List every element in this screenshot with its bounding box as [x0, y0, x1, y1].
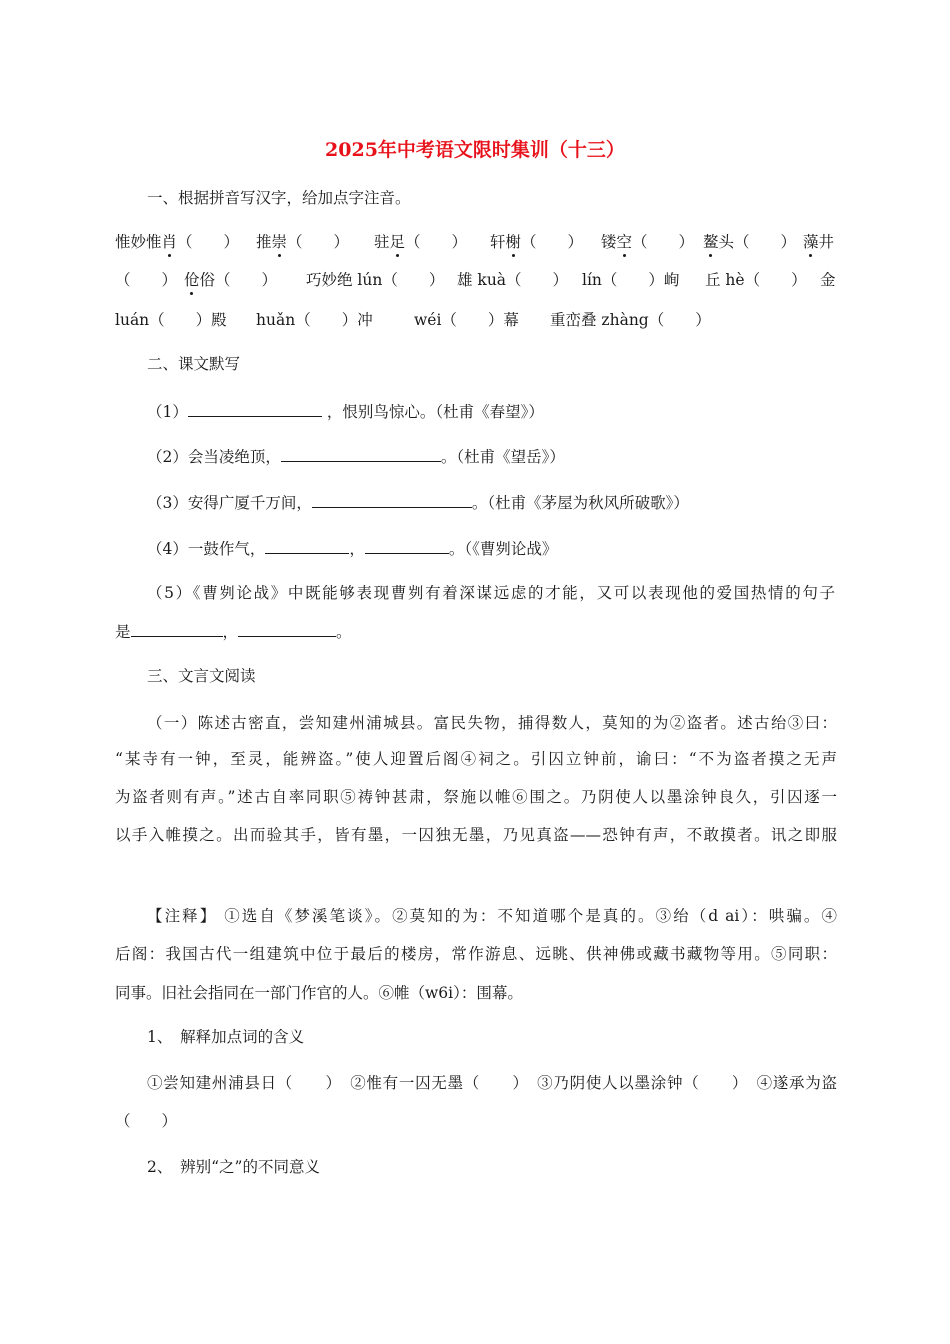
dotted-char: 伧	[184, 271, 200, 289]
pinyin-item-1: 惟妙惟肖（ ）	[115, 233, 240, 251]
pinyin-item-14: luán（ ）殿	[115, 311, 227, 329]
notes-line-2: 后阁：我国古代一组建筑中位于最后的楼房，常作游息、远眺、供神佛或藏书藏物等用。⑤同职：	[115, 945, 837, 963]
pinyin-item-4: 轩榭（ ）	[490, 233, 584, 251]
dotted-char: 空	[616, 233, 633, 251]
answer-blank[interactable]	[312, 492, 472, 508]
recite-q1: （1） ，恨别鸟惊心。（杜甫《春望》）	[147, 403, 544, 421]
passage-line-4: 以手入帷摸之。出而验其手，皆有墨，一囚独无墨，乃见真盗——恐钟有声，不敢摸者。讯之即服	[115, 826, 837, 844]
pinyin-item-11: lín（ ）峋	[582, 271, 680, 289]
answer-blank[interactable]	[265, 538, 349, 554]
pinyin-item-8: 伧俗（ ）	[184, 271, 278, 289]
passage-line-2: “某寺有一钟，至灵，能辨盗。”使人迎置后阁④祠之。引囚立钟前，谕曰：“不为盗者摸之无声	[115, 750, 837, 768]
answer-blank[interactable]	[281, 446, 441, 462]
pinyin-item-16: wéi（ ）幕	[414, 311, 519, 329]
recite-q4: （4）一鼓作气， ， 。（《曹刿论战》	[147, 540, 558, 558]
dotted-char: 崇	[271, 233, 288, 251]
pinyin-item-15: huǎn（ ）冲	[256, 311, 373, 329]
notes-line-1: 【注释】 ①选自《梦溪笔谈》。②莫知的为：不知道哪个是真的。③绐（d ai）：哄骗。④	[147, 907, 837, 925]
section2-heading: 二、课文默写	[147, 355, 241, 373]
pinyin-item-6: 鳌头（ ）	[703, 233, 797, 251]
recite-q3: （3）安得广厦千万间， 。（杜甫《茅屋为秋风所破歌》）	[147, 494, 689, 512]
pinyin-item-2: 推崇（ ）	[256, 233, 350, 251]
page-title: 2025年中考语文限时集训（十三）	[325, 139, 625, 161]
pinyin-item-3: 驻足（ ）	[374, 233, 468, 251]
question-1-line2: （ ）	[115, 1112, 178, 1130]
pinyin-item-13: 金	[820, 271, 836, 289]
pinyin-item-10: 雄 kuà（ ）	[457, 271, 569, 289]
pinyin-item-17: 重峦叠 zhàng（ ）	[550, 311, 711, 329]
pinyin-item-7: 藻井	[803, 233, 835, 251]
question-1-heading: 1、 解释加点词的含义	[147, 1028, 305, 1046]
pinyin-item-5: 镂空（ ）	[601, 233, 695, 251]
answer-blank[interactable]	[238, 621, 336, 637]
answer-blank[interactable]	[131, 621, 223, 637]
dotted-char: 榭	[505, 233, 522, 251]
recite-q5-line1: （5）《曹刿论战》中既能够表现曹刿有着深谋远虑的才能，又可以表现他的爱国热情的句子	[147, 584, 835, 602]
dotted-char: 鳌	[703, 233, 719, 251]
answer-blank[interactable]	[188, 401, 322, 417]
dotted-char: 足	[389, 233, 406, 251]
recite-q2: （2）会当凌绝顶， 。（杜甫《望岳》）	[147, 448, 565, 466]
answer-blank[interactable]	[365, 538, 449, 554]
dotted-char: 藻	[803, 233, 819, 251]
pinyin-item-12: 丘 hè（ ）	[705, 271, 807, 289]
dotted-char: 肖	[161, 233, 178, 251]
recite-q5-line2: 是 ， 。	[115, 623, 352, 641]
pinyin-answer-7: （ ）	[115, 271, 178, 289]
question-2-heading: 2、 辨别“之”的不同意义	[147, 1158, 320, 1176]
section3-heading: 三、文言文阅读	[147, 667, 256, 685]
passage-line-1: （一）陈述古密直，尝知建州浦城县。富民失物，捕得数人，莫知的为②盗者。述古绐③曰：	[147, 714, 837, 732]
notes-line-3: 同事。旧社会指同在一部门作官的人。⑥帷（w6i）：围幕。	[115, 984, 523, 1002]
pinyin-item-9: 巧妙绝 lún（ ）	[306, 271, 445, 289]
question-1-line1: ①尝知建州浦县日（ ） ②惟有一囚无墨（ ） ③乃阴使人以墨涂钟（ ） ④遂承为盗	[147, 1074, 837, 1092]
passage-line-3: 为盗者则有声。”述古自率同职⑤祷钟甚肃，祭施以帷⑥围之。乃阴使人以墨涂钟良久，引囚逐一	[115, 788, 837, 806]
section1-heading: 一、根据拼音写汉字，给加点字注音。	[147, 189, 411, 207]
